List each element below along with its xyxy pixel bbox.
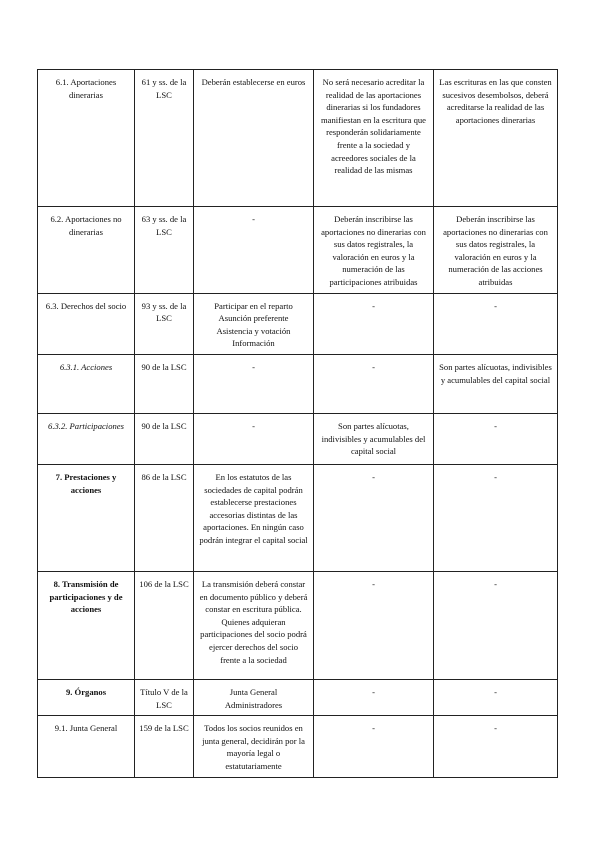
detail-cell: -: [434, 464, 558, 571]
detail-cell: Deberán establecerse en euros: [194, 70, 314, 207]
detail-cell: Son partes alícuotas, indivisibles y acumulables del capital social: [434, 354, 558, 413]
table-row: [38, 716, 558, 777]
reference-cell: Título V de la LSC: [135, 679, 194, 715]
concept-cell: 7. Prestaciones y acciones: [38, 464, 135, 571]
detail-cell: -: [314, 293, 434, 354]
detail-cell: Participar en el reparto Asunción preferente Asistencia y votación Información: [194, 293, 314, 354]
reference-cell: 90 de la LSC: [135, 413, 194, 464]
reference-cell: 106 de la LSC: [135, 571, 194, 679]
reference-cell: 86 de la LSC: [135, 464, 194, 571]
detail-cell: -: [194, 354, 314, 413]
detail-cell: -: [434, 571, 558, 679]
concept-cell: 6.3. Derechos del socio: [38, 293, 135, 354]
table-row: [38, 70, 558, 207]
detail-cell: -: [434, 679, 558, 715]
concept-cell: 6.3.1. Acciones: [38, 354, 135, 413]
detail-cell: Son partes alícuotas, indivisibles y acumulables del capital social: [314, 413, 434, 464]
concept-cell: 9. Órganos: [38, 679, 135, 715]
table-row: [38, 354, 558, 413]
detail-cell: En los estatutos de las sociedades de capital podrán establecerse prestaciones accesorias distintas de las aportaciones. En ningún caso podrán integrar el capital social: [194, 464, 314, 571]
detail-cell: La transmisión deberá constar en documento público y deberá constar en escritura pública. Quienes adquieran participaciones del socio podrá ejercer derechos del socio frente a la sociedad: [194, 571, 314, 679]
reference-cell: 159 de la LSC: [135, 716, 194, 777]
table-row: [38, 464, 558, 571]
detail-cell: -: [434, 293, 558, 354]
reference-cell: 61 y ss. de la LSC: [135, 70, 194, 207]
detail-cell: -: [434, 413, 558, 464]
detail-cell: Deberán inscribirse las aportaciones no dinerarias con sus datos registrales, la valoración en euros y la numeración de las acciones atribuidas: [434, 207, 558, 294]
table-row: [38, 293, 558, 354]
detail-cell: Junta General Administradores: [194, 679, 314, 715]
concept-cell: 6.1. Aportaciones dinerarias: [38, 70, 135, 207]
reference-cell: 93 y ss. de la LSC: [135, 293, 194, 354]
comparison-table: [37, 69, 558, 778]
detail-cell: -: [314, 354, 434, 413]
detail-cell: -: [314, 571, 434, 679]
detail-cell: -: [194, 207, 314, 294]
concept-cell: 8. Transmisión de participaciones y de acciones: [38, 571, 135, 679]
table-row: [38, 207, 558, 294]
detail-cell: No será necesario acreditar la realidad de las aportaciones dinerarias si los fundadores manifiestan en la escritura que responderán solidariamente frente a la sociedad y acreedores sociales de la realidad de las mismas: [314, 70, 434, 207]
detail-cell: Las escrituras en las que consten sucesivos desembolsos, deberá acreditarse la realidad de las aportaciones dinerarias: [434, 70, 558, 207]
concept-cell: 6.3.2. Participaciones: [38, 413, 135, 464]
reference-cell: 90 de la LSC: [135, 354, 194, 413]
reference-cell: 63 y ss. de la LSC: [135, 207, 194, 294]
detail-cell: -: [434, 716, 558, 777]
table-row: [38, 679, 558, 715]
table-row: [38, 571, 558, 679]
detail-cell: -: [314, 716, 434, 777]
detail-cell: -: [194, 413, 314, 464]
detail-cell: -: [314, 464, 434, 571]
concept-cell: 6.2. Aportaciones no dinerarias: [38, 207, 135, 294]
concept-cell: 9.1. Junta General: [38, 716, 135, 777]
detail-cell: Deberán inscribirse las aportaciones no dinerarias con sus datos registrales, la valoración en euros y la numeración de las participaciones atribuidas: [314, 207, 434, 294]
detail-cell: Todos los socios reunidos en junta general, decidirán por la mayoría legal o estatutariamente: [194, 716, 314, 777]
detail-cell: -: [314, 679, 434, 715]
table-row: [38, 413, 558, 464]
